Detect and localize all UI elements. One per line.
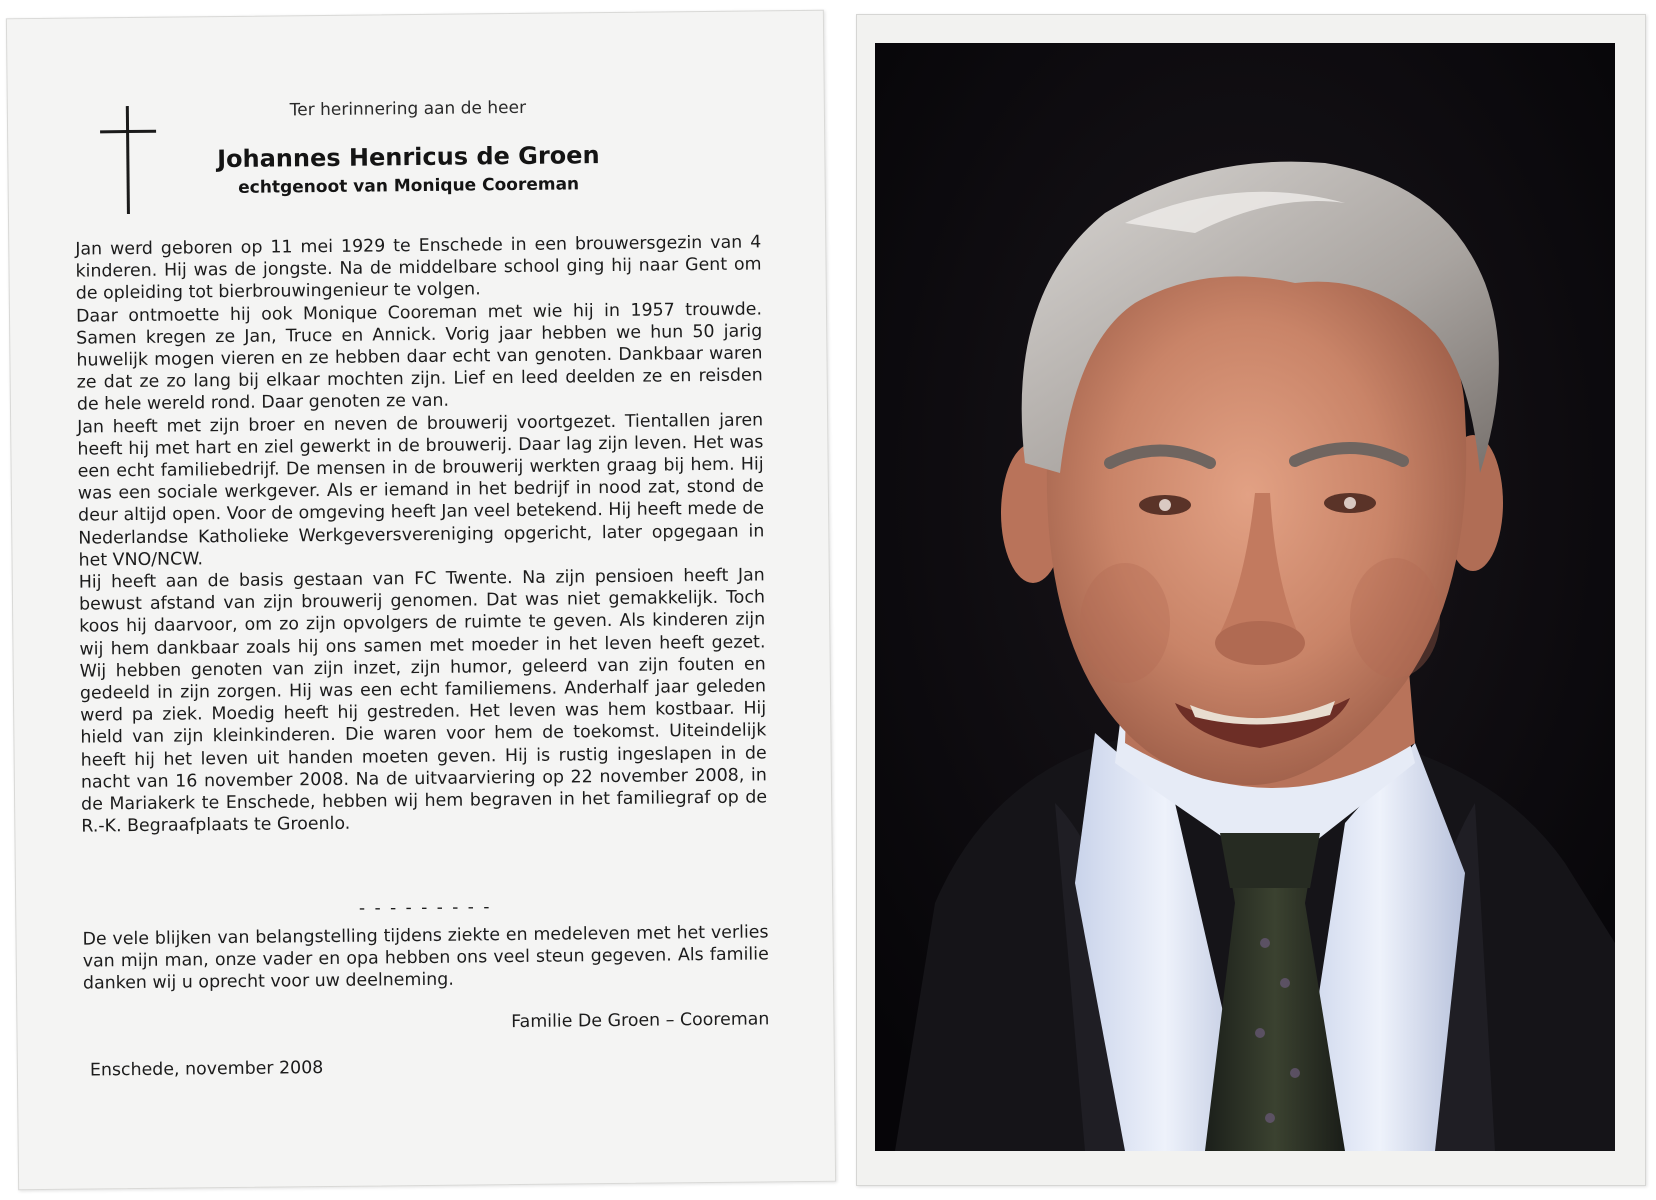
photo-card [856, 14, 1646, 1186]
biography-paragraph: Jan heeft met zijn broer en neven de brouwerij voortgezet. Tientallen jaren heeft hij met hart en ziel gewerkt in de brouwerij. Daar lag zijn leven. Het was een echt familiebedrijf. De mensen in de brouwerij werkten graag bij hem. Hij was een sociale werkgever. Als er iemand in het bedrijf in nood zat, stond de deur altijd open. Voor de omgeving heeft Jan veel betekend. Hij heeft mede de Nederlandse Katholieke Werkgeversvereniging opgericht, later opgegaan in het VNO/NCW. [77, 410, 765, 571]
biography [75, 231, 767, 838]
cross-icon-bar [100, 130, 156, 134]
place-date: Enschede, november 2008 [89, 1058, 324, 1081]
cross-icon [126, 106, 130, 214]
biography-paragraph: Jan werd geboren op 11 mei 1929 te Enschede in een brouwersgezin van 4 kinderen. Hij was de jongste. Na de middelbare school ging hij naar Gent om de opleiding tot bierbrouwingenieur te volgen. [75, 232, 762, 305]
separator: - - - - - - - - - [358, 897, 492, 919]
biography-paragraph: Daar ontmoette hij ook Monique Cooreman met wie hij in 1957 trouwde. Samen kregen ze Jan, Truce en Annick. Vorig jaar hebben we hun 50 jarig huwelijk mogen vieren en ze hebben daar echt van genoten. Dankbaar waren ze dat ze zo lang bij elkaar mochten zijn. Lief en leed deelden ze en reisden de hele wereld rond. Daar genoten ze van. [75, 299, 763, 416]
intro-line: Ter herinnering aan de heer [289, 97, 527, 121]
portrait-photo [875, 43, 1615, 1151]
memorial-text-card [6, 10, 836, 1191]
biography-paragraph: Hij heeft aan de basis gestaan van FC Twente. Na zijn pensioen heeft Jan bewust afstand van zijn brouwerij genomen. Dat was niet gemakkelijk. Toch koos hij daarvoor, om zo zijn opvolgers de ruimte te geven. Als kinderen zijn wij hem dankbaar zoals hij ons samen met moeder in het leven heeft gezet. Wij hebben genoten van zijn inzet, zijn humor, geleerd van zijn fouten en gedeeld in zijn zorgen. Hij was een echt familiemens. Anderhalf jaar geleden werd pa ziek. Moedig heeft hij gestreden. Het leven was hem kostbaar. Hij hield van zijn kleinkinderen. Die waren voor hem de toekomst. Uiteindelijk heeft hij het leven uit handen moeten geven. Hij is rustig ingeslapen in de nacht van 16 november 2008. Na de uitvaarviering op 22 november 2008, in de Mariakerk te Enschede, hebben wij hem begraven in het familiegraf op de R.-K. Begraafplaats te Groenlo. [78, 565, 768, 837]
thanks-section [82, 921, 769, 995]
thanks-text: De vele blijken van belangstelling tijdens ziekte en medeleven met het verlies van mijn man, onze vader en opa hebben ons veel steun gegeven. Als familie danken wij u oprecht voor uw deelneming. [82, 922, 769, 994]
family-signature: Familie De Groen – Cooreman [511, 1009, 770, 1033]
spouse-line: echtgenoot van Monique Cooreman [238, 174, 580, 198]
deceased-name: Johannes Henricus de Groen [216, 141, 600, 174]
portrait-illustration [875, 43, 1615, 1151]
